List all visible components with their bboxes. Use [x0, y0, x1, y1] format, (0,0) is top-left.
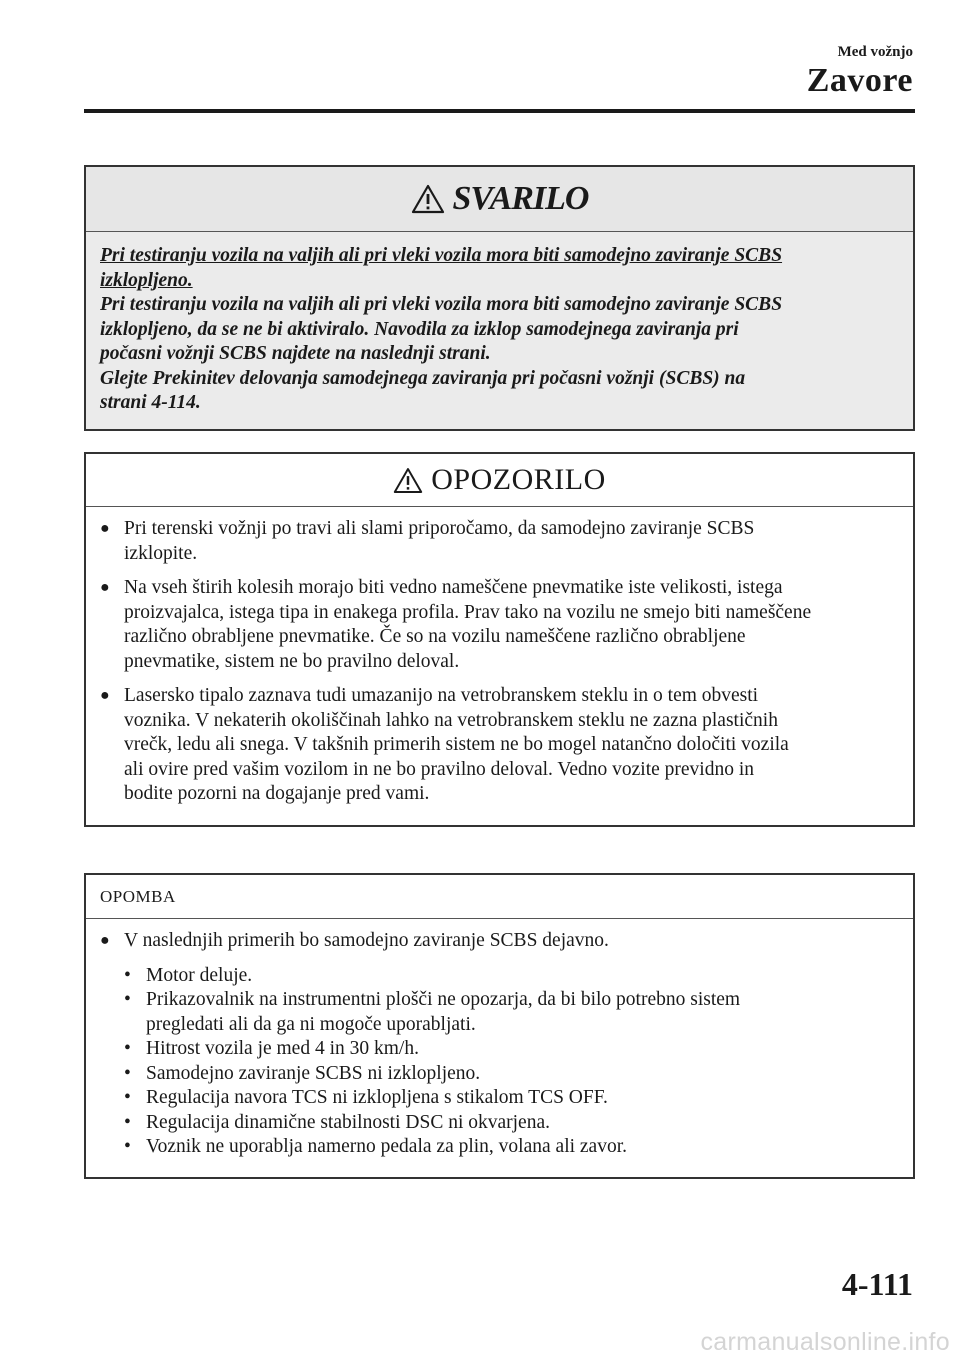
caution-line: bodite pozorni na dogajanje pred vami.: [124, 783, 430, 804]
sub-bullet-icon: •: [124, 1087, 131, 1108]
sub-bullet-icon: •: [124, 1062, 131, 1084]
condition-line: Samodejno zaviranje SCBS ni izklopljeno.: [146, 1062, 481, 1084]
caution-line: Pri terenski vožnji po travi ali slami priporočamo, da samodejno zaviranje SCBS: [124, 518, 755, 539]
caution-list: [86, 507, 913, 807]
header-rule: [84, 109, 915, 113]
list-item: [124, 1062, 899, 1087]
caution-line: ali ovire pred vašim vozilom in ne bo pravilno deloval. Vedno vozite previdno in: [124, 758, 754, 780]
condition-line: Regulacija navora TCS ni izklopljena s stikalom TCS OFF.: [146, 1087, 608, 1108]
caution-line: proizvajalca, istega tipa in enakega profila. Prav tako na vozilu ne smejo biti nameščene: [124, 601, 812, 623]
warning-line: izklopljeno, da se ne bi aktiviralo. Navodila za izklop samodejnega zaviranja pri: [100, 318, 739, 340]
note-content: [86, 919, 913, 1160]
caution-header: [86, 454, 913, 507]
bullet-icon: ●: [100, 520, 110, 537]
warning-header: [86, 167, 913, 232]
warning-line: Pri testiranju vozila na valjih ali pri vleki vozila mora biti samodejno zaviranje SCBS: [100, 245, 783, 266]
warning-box: [84, 165, 915, 431]
list-item: [124, 988, 899, 1037]
warning-line: strani 4-114.: [100, 392, 201, 413]
caution-line: izklopite.: [124, 542, 198, 564]
section-label: Med vožnjo: [837, 44, 913, 60]
warning-line: izklopljeno.: [100, 269, 193, 291]
bullet-icon: ●: [100, 932, 110, 949]
bullet-icon: ●: [100, 579, 110, 596]
caution-line: voznika. V nekaterih okoliščinah lahko na vetrobranskem steklu ne zazna plastičnih: [124, 709, 778, 731]
caution-line: Na vseh štirih kolesih morajo biti vedno nameščene pnevmatike iste velikosti, istega: [124, 577, 783, 598]
warning-triangle-icon: [411, 184, 445, 214]
list-item: [124, 1037, 899, 1062]
list-item: [124, 1086, 899, 1111]
condition-line: Hitrost vozila je med 4 in 30 km/h.: [146, 1038, 419, 1059]
warning-label: SVARILO: [452, 180, 589, 217]
sub-bullet-icon: •: [124, 964, 131, 986]
sub-bullet-icon: •: [124, 1136, 131, 1157]
condition-line: pregledati ali da ga ni mogoče uporabljati.: [146, 1013, 476, 1035]
caution-line: vrečk, ledu ali snega. V takšnih primerih sistem ne bo mogel natančno določiti vozila: [124, 734, 789, 755]
list-item: [100, 517, 899, 566]
list-item: [100, 684, 899, 807]
caution-label: OPOZORILO: [431, 463, 606, 496]
sub-bullet-icon: •: [124, 1111, 131, 1133]
note-box: [84, 873, 915, 1179]
list-item: [124, 1135, 899, 1160]
note-label: OPOMBA: [100, 886, 176, 906]
list-item: [124, 964, 899, 989]
page-number: 4-111: [841, 1266, 913, 1302]
note-header: [86, 875, 913, 919]
sub-bullet-icon: •: [124, 989, 131, 1010]
warning-text: [86, 232, 913, 416]
bullet-icon: ●: [100, 687, 110, 704]
page-title: Zavore: [806, 62, 913, 99]
caution-line: Lasersko tipalo zaznava tudi umazanijo na vetrobranskem steklu in o tem obvesti: [124, 685, 759, 706]
list-item: [100, 929, 899, 954]
sub-bullet-icon: •: [124, 1038, 131, 1059]
condition-line: Voznik ne uporablja namerno pedala za plin, volana ali zavor.: [146, 1136, 628, 1157]
warning-triangle-icon: [393, 467, 423, 494]
caution-box: [84, 452, 915, 827]
list-item: [100, 576, 899, 674]
caution-line: različno obrabljene pnevmatike. Če so na vozilu nameščene različno obrabljene: [124, 626, 746, 647]
warning-line: počasni vožnji SCBS najdete na naslednji strani.: [100, 343, 491, 364]
caution-line: pnevmatike, sistem ne bo pravilno deloval.: [124, 650, 460, 672]
note-intro: V naslednjih primerih bo samodejno zaviranje SCBS dejavno.: [124, 930, 609, 951]
warning-line: Pri testiranju vozila na valjih ali pri vleki vozila mora biti samodejno zaviranje SCBS: [100, 294, 783, 315]
condition-line: Regulacija dinamične stabilnosti DSC ni okvarjena.: [146, 1111, 550, 1133]
warning-line: Glejte Prekinitev delovanja samodejnega zaviranja pri počasni vožnji (SCBS) na: [100, 367, 746, 389]
condition-line: Prikazovalnik na instrumentni plošči ne opozarja, da bi bilo potrebno sistem: [146, 989, 741, 1010]
condition-line: Motor deluje.: [146, 964, 253, 986]
condition-list: [100, 964, 899, 1160]
watermark: carmanualsonline.info: [700, 1328, 950, 1356]
list-item: [124, 1111, 899, 1136]
